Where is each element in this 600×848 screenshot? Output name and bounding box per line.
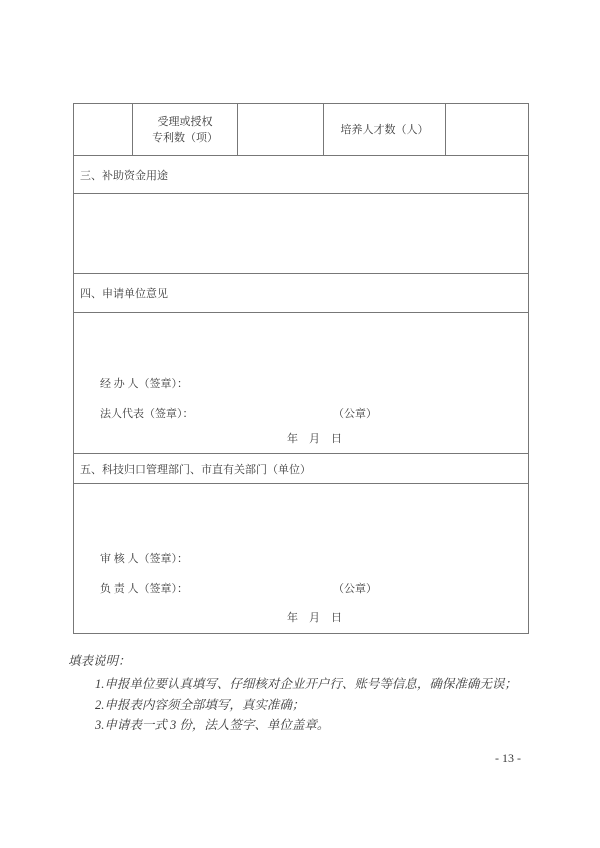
patent-count-value-cell bbox=[237, 104, 323, 155]
instructions-title: 填表说明： bbox=[68, 654, 131, 668]
instruction-item-3: 3.申请表一式 3 份，法人签字、单位盖章。 bbox=[95, 718, 330, 732]
talent-count-value-cell bbox=[445, 104, 528, 155]
application-form-table bbox=[73, 103, 529, 634]
page-number: - 13 - bbox=[495, 751, 521, 765]
section4-title: 四、申请单位意见 bbox=[80, 288, 168, 300]
reviewer-signature-label: 审 核 人（签章）： bbox=[100, 553, 188, 565]
section5-signature-box bbox=[74, 484, 528, 633]
date-line: 年 月 日 bbox=[287, 433, 342, 445]
official-seal-label: （公章） bbox=[333, 583, 377, 595]
responsible-signature-label: 负 责 人（签章）： bbox=[100, 583, 188, 595]
section4-title-row bbox=[74, 274, 528, 313]
patent-label-line2: 专利数（项） bbox=[152, 131, 218, 144]
official-seal-label: （公章） bbox=[333, 408, 377, 420]
talent-count-label-cell: 培养人才数（人） bbox=[323, 104, 445, 155]
section5-title-row bbox=[74, 454, 528, 484]
section3-title-row bbox=[74, 156, 528, 194]
section3-title: 三、补助资金用途 bbox=[80, 169, 168, 182]
section4-signature-box bbox=[74, 313, 528, 454]
empty-cell-left bbox=[74, 104, 132, 155]
instruction-item-2: 2.申报表内容须全部填写，真实准确； bbox=[95, 697, 305, 712]
patent-count-label-cell bbox=[132, 104, 237, 155]
date-line: 年 月 日 bbox=[287, 612, 342, 624]
filling-instructions bbox=[68, 651, 538, 736]
legal-rep-signature-label: 法人代表（签章）： bbox=[100, 408, 194, 420]
counts-row bbox=[74, 104, 528, 156]
instruction-item-1: 1.申报单位要认真填写、仔细核对企业开户行、账号等信息，确保准确无误； bbox=[95, 677, 517, 691]
patent-label-line1: 受理或授权 bbox=[157, 115, 213, 128]
handler-signature-label: 经 办 人（签章）： bbox=[100, 378, 188, 390]
section5-title: 五、科技归口管理部门、市直有关部门（单位） bbox=[80, 463, 311, 476]
section3-content-box bbox=[74, 194, 528, 274]
